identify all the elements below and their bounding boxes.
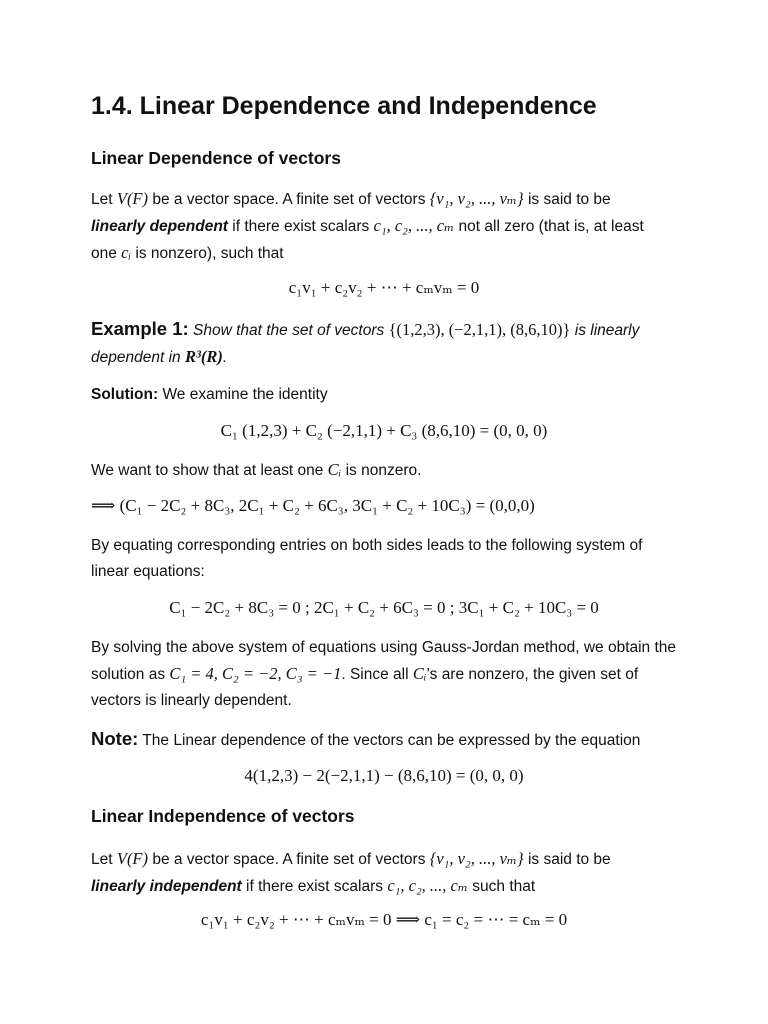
- text-line: By solving the above system of equations using Gauss-Jordan method, we obtain the: [91, 639, 677, 656]
- math-ci: Cᵢ: [327, 460, 342, 479]
- section-heading: 1.4. Linear Dependence and Independence: [91, 92, 597, 120]
- text-run: We examine the identity: [158, 386, 328, 403]
- text-run: is nonzero.: [341, 462, 422, 479]
- solution-intro: [91, 382, 698, 408]
- definition-line-2: [91, 873, 698, 900]
- definition-line-3: [91, 240, 698, 267]
- math-example-set: {(1,2,3), (−2,1,1), (8,6,10)}: [388, 320, 571, 339]
- text-run: Show that the set of vectors: [188, 322, 389, 339]
- text-run: is linearly: [570, 322, 640, 339]
- text-line: linear equations:: [91, 563, 205, 580]
- example-line-2: [91, 344, 698, 371]
- text-run: not all zero (that is, at least: [454, 218, 644, 235]
- text-run: is nonzero), such that: [131, 245, 284, 262]
- text-run: one: [91, 245, 122, 262]
- text-run: be a vector space. A finite set of vectors: [148, 191, 430, 208]
- math-vector-set: {v₁, v₂, ..., vₘ}: [429, 849, 524, 868]
- independence-definition: [91, 846, 698, 900]
- independence-equation: c₁v₁ + c₂v₂ + ⋯ + cₘvₘ = 0 ⟹ c₁ = c₂ = ⋯ = cₘ = 0: [200, 910, 568, 929]
- note-paragraph: [91, 726, 698, 754]
- math-solution-values: C₁ = 4, C₂ = −2, C₃ = −1: [169, 664, 342, 683]
- text-run: such that: [468, 878, 536, 895]
- definition-line-1: [91, 186, 698, 213]
- want-statement: [91, 457, 698, 484]
- text-run: solution as: [91, 666, 170, 683]
- equate-paragraph: [91, 533, 698, 585]
- term-linearly-dependent: linearly dependent: [91, 218, 228, 235]
- identity-equation: C₁ (1,2,3) + C₂ (−2,1,1) + C₃ (8,6,10) = (0, 0, 0): [220, 421, 548, 440]
- implies-equation: ⟹ (C₁ − 2C₂ + 8C₃, 2C₁ + C₂ + 6C₃, 3C₁ + C₂ + 10C₃) = (0,0,0): [91, 496, 535, 515]
- definition-line-1: [91, 846, 698, 873]
- text-run: . Since all: [341, 666, 413, 683]
- text-run: We want to show that at least one: [91, 462, 328, 479]
- solve-paragraph: [91, 635, 698, 714]
- text-run: be a vector space. A finite set of vectors: [148, 851, 430, 868]
- text-line: By equating corresponding entries on both sides leads to the following system of: [91, 537, 643, 554]
- math-space: R³(R): [184, 347, 223, 366]
- term-linearly-independent: linearly independent: [91, 878, 242, 895]
- text-line: [91, 661, 698, 688]
- math-vector-set: {v₁, v₂, ..., vₘ}: [429, 189, 524, 208]
- text-line: vectors is linearly dependent.: [91, 692, 292, 709]
- text-run: Let: [91, 191, 117, 208]
- text-run: ’s are nonzero, the given set of: [426, 666, 639, 683]
- text-run: is said to be: [523, 191, 611, 208]
- math-scalars: c₁, c₂, ..., cₘ: [373, 216, 455, 235]
- dependence-subheading: Linear Dependence of vectors: [91, 148, 341, 168]
- system-equations: C₁ − 2C₂ + 8C₃ = 0 ; 2C₁ + C₂ + 6C₃ = 0 ; 3C₁ + C₂ + 10C₃ = 0: [169, 598, 599, 617]
- independence-subheading: Linear Independence of vectors: [91, 806, 355, 826]
- math-ci: cᵢ: [121, 243, 132, 262]
- math-ci: Cᵢ: [412, 664, 427, 683]
- example-line-1: [91, 316, 698, 344]
- math-vf: V(F): [116, 189, 149, 208]
- definition-line-2: [91, 213, 698, 240]
- example-1: [91, 316, 698, 371]
- math-vf: V(F): [116, 849, 149, 868]
- text-run: The Linear dependence of the vectors can be expressed by the equation: [138, 732, 641, 749]
- text-run: if there exist scalars: [241, 878, 388, 895]
- dependence-definition: [91, 186, 698, 267]
- text-run: is said to be: [523, 851, 611, 868]
- text-run: .: [222, 349, 228, 366]
- math-scalars: c₁, c₂, ..., cₘ: [387, 876, 468, 895]
- text-run: Let: [91, 851, 117, 868]
- text-run: if there exist scalars: [227, 218, 374, 235]
- dependence-equation: c₁v₁ + c₂v₂ + ⋯ + cₘvₘ = 0: [288, 278, 480, 297]
- example-label: Example 1:: [91, 318, 189, 339]
- note-label: Note:: [91, 728, 139, 749]
- note-equation: 4(1,2,3) − 2(−2,1,1) − (8,6,10) = (0, 0, 0): [244, 766, 524, 785]
- text-run: dependent in: [91, 349, 185, 366]
- solution-label: Solution:: [91, 386, 159, 403]
